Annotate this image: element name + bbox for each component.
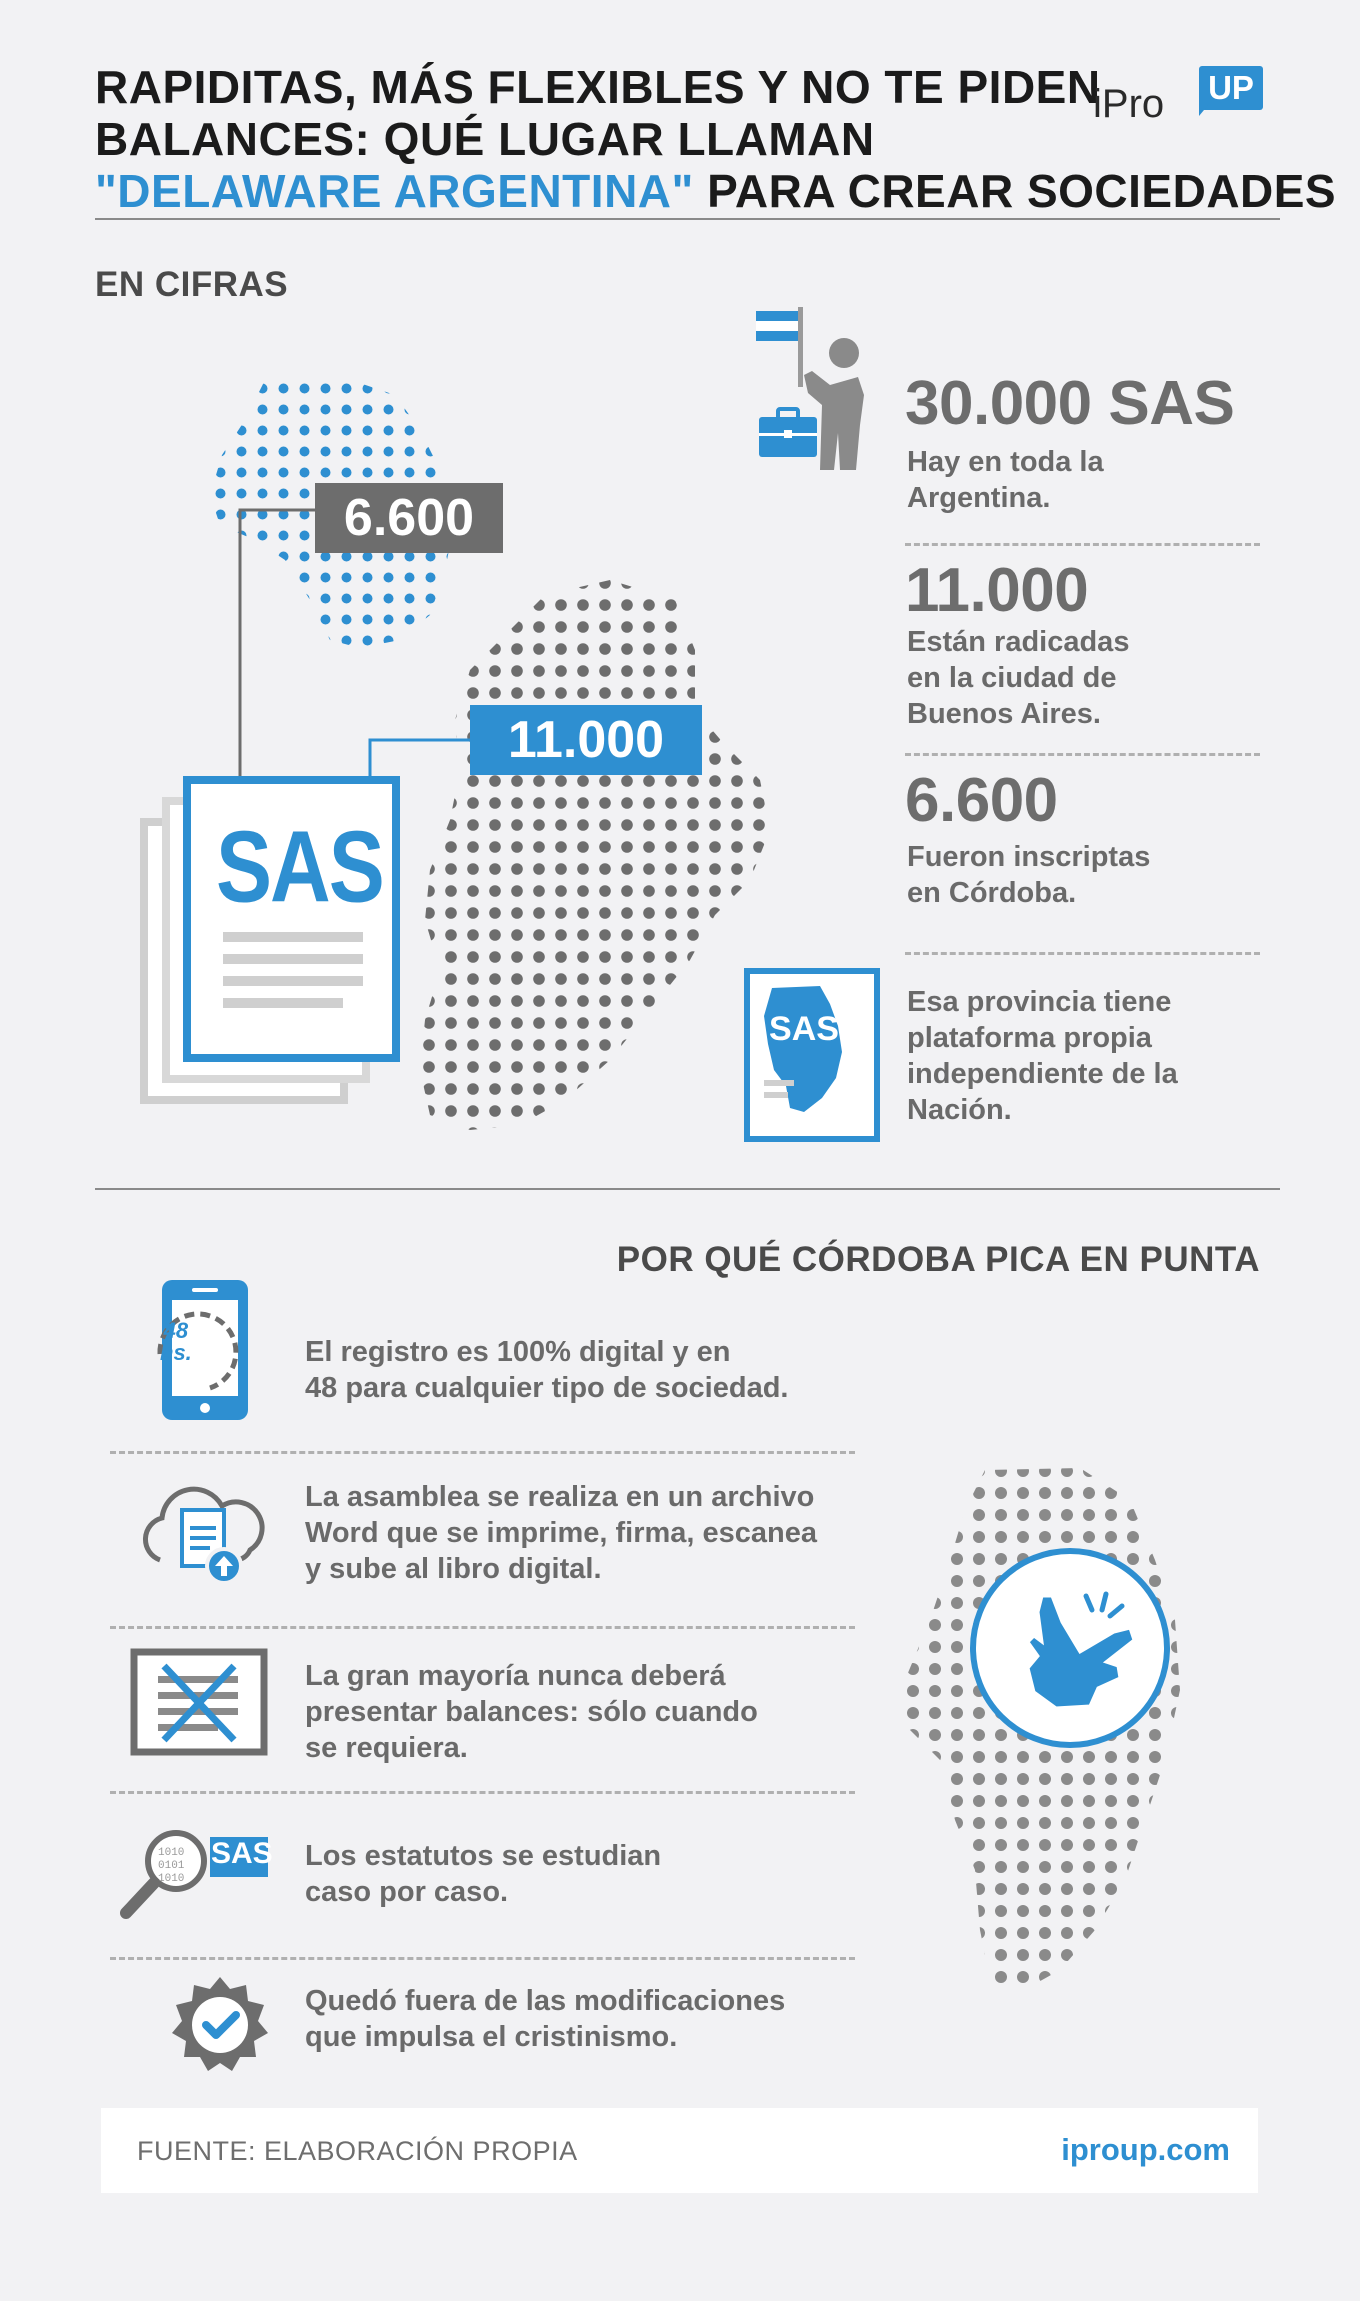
title-line-2: BALANCES: QUÉ LUGAR LLAMAN: [95, 113, 875, 165]
divider: [905, 753, 1260, 756]
stat-value-total: 30.000 SAS: [905, 369, 1235, 438]
document-front: [183, 776, 400, 1062]
finger-snap-icon: [994, 1582, 1154, 1722]
divider: [110, 1626, 855, 1629]
timer-label: 48 hs.: [160, 1318, 192, 1365]
divider: [905, 543, 1260, 546]
doc-line: [223, 998, 343, 1008]
title-line-1: RAPIDITAS, MÁS FLEXIBLES Y NO TE PIDEN: [95, 61, 1101, 113]
svg-text:1010: 1010: [158, 1847, 185, 1859]
cordoba-map-icon: [760, 982, 864, 1122]
document-sas-label: SAS: [216, 810, 383, 924]
footer-source: FUENTE: ELABORACIÓN PROPIA: [137, 2136, 578, 2166]
doc-line: [223, 954, 363, 964]
reason-text-3: La gran mayoría nunca deberá presentar balances: sólo cuando se requiera.: [305, 1660, 758, 1764]
reason-text-1: El registro es 100% digital y en 48 para cualquier tipo de sociedad.: [305, 1336, 789, 1404]
footer-bar: [101, 2108, 1258, 2193]
svg-text:1010: 1010: [158, 1873, 185, 1885]
reason-text-5: Quedó fuera de las modificaciones que impulsa el cristinismo.: [305, 1985, 786, 2053]
map-label-cordoba: 6.600: [315, 483, 503, 553]
divider: [110, 1791, 855, 1794]
cloud-upload-icon: [132, 1470, 267, 1590]
divider: [110, 1451, 855, 1454]
province-note: Esa provincia tiene plataforma propia independiente de la Nación.: [907, 986, 1178, 1126]
reason-text-4: Los estatutos se estudian caso por caso.: [305, 1840, 662, 1908]
map-label-caba: 11.000: [470, 705, 702, 775]
logo-badge: UP: [1199, 66, 1263, 110]
divider: [905, 952, 1260, 955]
stat-value-cordoba: 6.600: [905, 766, 1058, 835]
divider: [110, 1957, 855, 1960]
footer-url-link[interactable]: iproup.com: [1061, 2132, 1230, 2167]
doc-line: [223, 976, 363, 986]
stat-text-cordoba: Fueron inscriptas en Córdoba.: [907, 841, 1151, 909]
stat-value-caba: 11.000: [905, 556, 1089, 625]
logo-text: iPro: [1093, 82, 1165, 126]
stat-text-total: Hay en toda la Argentina.: [907, 446, 1104, 514]
stat-text-caba: Están radicadas en la ciudad de Buenos Aires.: [907, 626, 1130, 730]
province-document-icon: [744, 968, 880, 1142]
finger-snap-badge: [970, 1548, 1170, 1748]
svg-text:0101: 0101: [158, 1860, 185, 1872]
title-highlight: "DELAWARE ARGENTINA": [95, 165, 694, 217]
title-rest: PARA CREAR SOCIEDADES: [693, 165, 1337, 217]
section-rule: [95, 1188, 1280, 1190]
reason-text-2: La asamblea se realiza en un archivo Word que se imprime, firma, escanea y sube al libro digital.: [305, 1481, 817, 1585]
section-title-cifras: EN CIFRAS: [95, 265, 289, 304]
search-badge-label: SAS: [211, 1837, 273, 1870]
province-badge-label: SAS: [769, 1010, 839, 1048]
crossed-document-icon: [130, 1648, 270, 1758]
person-flag-briefcase-icon: [752, 305, 872, 470]
check-badge-icon: [170, 1975, 270, 2075]
section-title-reasons: POR QUÉ CÓRDOBA PICA EN PUNTA: [616, 1240, 1260, 1279]
doc-line: [223, 932, 363, 942]
